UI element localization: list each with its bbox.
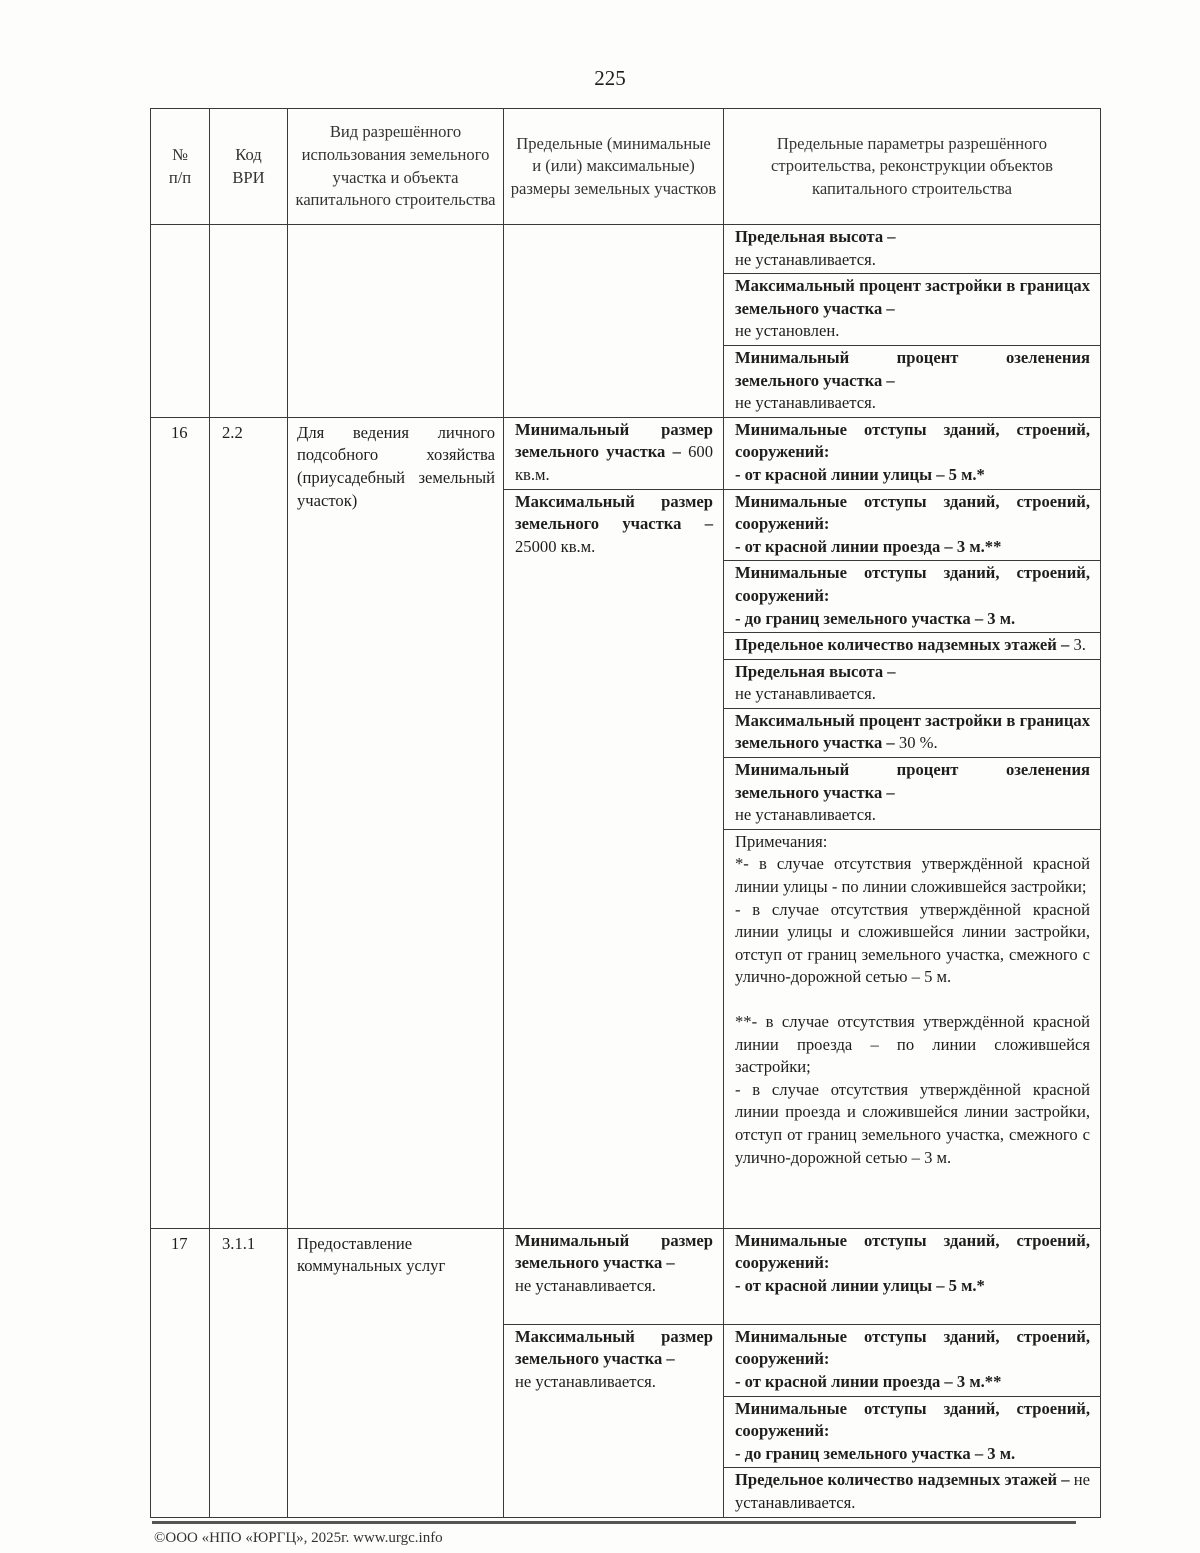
- cell-vri: [288, 225, 504, 418]
- size-block: Минимальный размер земельного участка – не устанавливается.: [504, 1229, 723, 1325]
- size-block: Максимальный размер земельного участка – 25000 кв.м.: [515, 491, 713, 556]
- footer-copyright: ©ООО «НПО «ЮРГЦ», 2025г. www.urgc.info: [154, 1530, 443, 1546]
- param-block: Предельное количество надземных этажей – не устанавливается.: [735, 1470, 1090, 1512]
- cell-params: [724, 225, 1101, 418]
- param-block: Минимальный процент озеленения земельного участка – не устанавливается.: [735, 347, 1090, 413]
- cell-params: [724, 1228, 1101, 1517]
- header-params: Предельные параметры разрешённого строительства, реконструкции объектов капитального строительства: [724, 109, 1101, 225]
- param-block: Максимальный процент застройки в границах земельного участка – 30 %.: [724, 709, 1100, 758]
- table-row-16: [151, 417, 1101, 1228]
- param-block: Минимальный процент озеленения земельного участка – не устанавливается.: [724, 758, 1100, 830]
- cell-sizes: [504, 225, 724, 418]
- cell-num: [151, 225, 210, 418]
- cell-sizes: [504, 417, 724, 1228]
- cell-params: [724, 417, 1101, 1228]
- note-text: - в случае отсутствия утверждённой красной линии проезда и сложившейся линии застройки, отступ от границ земельного участка, смежного с улично-дорожной сетью – 3 м.: [735, 1079, 1090, 1167]
- param-block: Предельная высота – не устанавливается.: [724, 660, 1100, 709]
- cell-code: 3.1.1: [210, 1228, 288, 1517]
- page-number: 225: [594, 66, 626, 90]
- param-block: Минимальные отступы зданий, строений, сооружений: - до границ земельного участка – 3 м.: [724, 1397, 1100, 1469]
- param-block: Минимальные отступы зданий, строений, сооружений: - от красной линии проезда – 3 м.**: [724, 490, 1100, 562]
- table-row-continued: [151, 225, 1101, 418]
- footer-rule: [152, 1521, 1076, 1524]
- header-code: Код ВРИ: [210, 109, 288, 225]
- cell-vri: Для ведения личного подсобного хозяйства (приусадебный земельный участок): [288, 417, 504, 1228]
- table-header-row: [151, 109, 1101, 225]
- cell-vri: Предоставление коммунальных услуг: [288, 1228, 504, 1517]
- cell-sizes: [504, 1228, 724, 1517]
- param-block: Минимальные отступы зданий, строений, сооружений: - до границ земельного участка – 3 м.: [724, 561, 1100, 633]
- param-block: Максимальный процент застройки в границах земельного участка – не установлен.: [724, 274, 1100, 346]
- size-block: Минимальный размер земельного участка – 600 кв.м.: [504, 418, 723, 490]
- header-num: № п/п: [151, 109, 210, 225]
- param-block: Минимальные отступы зданий, строений, сооружений: - от красной линии улицы – 5 м.*: [724, 1229, 1100, 1325]
- notes-block: [724, 830, 1100, 1171]
- note-text: *- в случае отсутствия утверждённой красной линии улицы - по линии сложившейся застройки;: [735, 854, 1090, 897]
- notes-title: Примечания:: [735, 831, 828, 851]
- cell-code: 2.2: [210, 417, 288, 1228]
- note-text: **- в случае отсутствия утверждённой красной линии проезда – по линии сложившейся застройки;: [735, 1012, 1090, 1077]
- param-block: Предельное количество надземных этажей – 3.: [724, 633, 1100, 660]
- param-block: Минимальные отступы зданий, строений, сооружений: - от красной линии проезда – 3 м.**: [724, 1325, 1100, 1397]
- param-block: Минимальные отступы зданий, строений, сооружений: - от красной линии улицы – 5 м.*: [724, 418, 1100, 490]
- cell-num: 17: [151, 1228, 210, 1517]
- regulations-table: [150, 108, 1101, 1518]
- header-sizes: Предельные (минимальные и (или) максимальные) размеры земельных участков: [504, 109, 724, 225]
- note-text: - в случае отсутствия утверждённой красной линии улицы и сложившейся линии застройки, отступ от границ земельного участка, смежного с улично-дорожной сетью – 5 м.: [735, 899, 1090, 987]
- size-block: Максимальный размер земельного участка – не устанавливается.: [515, 1326, 713, 1391]
- table-row-17: [151, 1228, 1101, 1517]
- param-block: Предельная высота – не устанавливается.: [724, 225, 1100, 274]
- cell-num: 16: [151, 417, 210, 1228]
- cell-code: [210, 225, 288, 418]
- header-vri: Вид разрешённого использования земельного участка и объекта капитального строительства: [288, 109, 504, 225]
